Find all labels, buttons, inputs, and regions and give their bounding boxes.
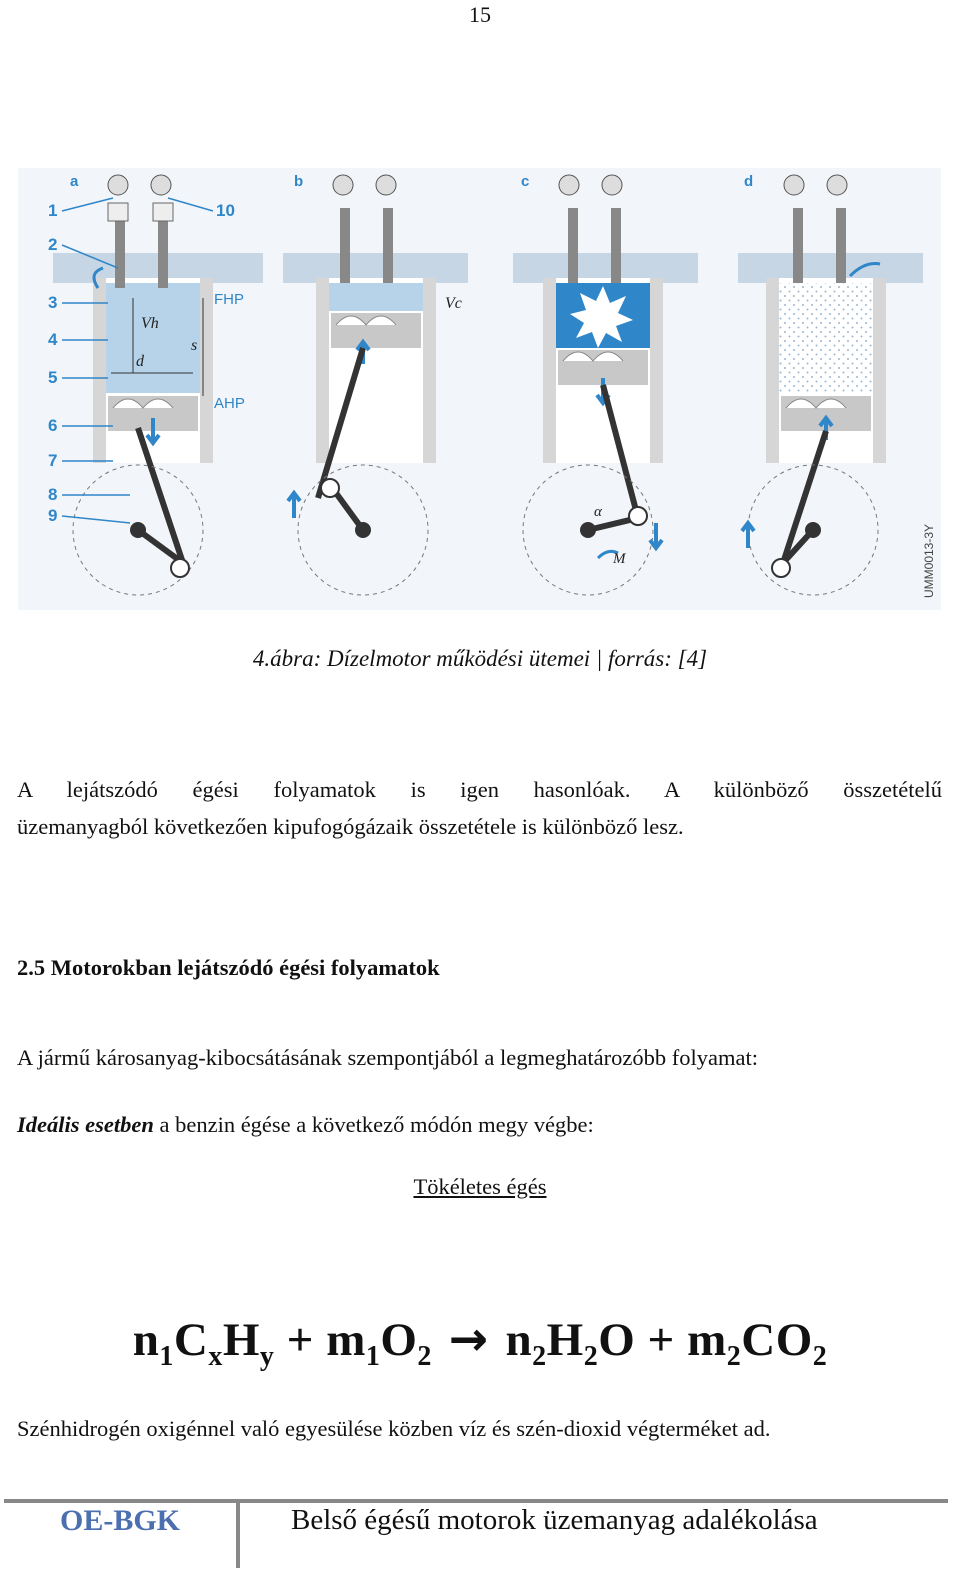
figure-caption: 4.ábra: Dízelmotor működési ütemei | forrás: [4] (252, 646, 708, 671)
subheading-text: Tökéletes égés (413, 1174, 547, 1199)
paragraph-3 (17, 1107, 942, 1143)
callout-10: 10 (216, 201, 235, 220)
vc-label: Vc (445, 295, 462, 312)
paragraph-3-emphasis: Ideális esetben (17, 1112, 154, 1137)
callout-5: 5 (48, 368, 58, 387)
paragraph-1-line-1: A lejátszódó égési folyamatok is igen hasonlóak. A különböző összetételű (17, 777, 942, 802)
panel-c-label: c (521, 173, 530, 190)
ahp-label: AHP (214, 395, 245, 412)
footer-title: Belső égésű motorok üzemanyag adalékolása (291, 1504, 818, 1536)
fhp-label: FHP (214, 291, 244, 308)
alpha-label: α (594, 504, 602, 520)
paragraph-2: A jármű károsanyag-kibocsátásának szempontjából a legmeghatározóbb folyamat: (17, 1045, 758, 1070)
paragraph-1-line-2: üzemanyagból következően kipufogógázaik összetétele is különböző lesz. (17, 814, 684, 839)
callout-4: 4 (48, 330, 58, 349)
subheading (0, 1174, 960, 1200)
page-number: 15 (469, 2, 491, 27)
s-label: s (191, 337, 198, 354)
footer-institution: OE-BGK (60, 1504, 181, 1537)
callout-7: 7 (48, 451, 58, 470)
callout-9: 9 (48, 506, 58, 525)
arrow-icon: → (431, 1312, 506, 1367)
vh-label: Vh (141, 315, 159, 332)
d-label: d (136, 353, 144, 370)
panel-d-label: d (744, 173, 754, 190)
conclusion-text: Szénhidrogén oxigénnel való egyesülése közben víz és szén-dioxid végterméket ad. (17, 1416, 771, 1441)
paragraph-3-text: a benzin égése a következő módón megy végbe: (153, 1112, 594, 1137)
callout-6: 6 (48, 416, 58, 435)
callout-2: 2 (48, 235, 58, 254)
callout-1: 1 (48, 201, 58, 220)
footer-divider (4, 1499, 948, 1503)
footer-separator (236, 1502, 240, 1568)
figure-watermark: UMM0013-3Y (922, 523, 936, 598)
callout-8: 8 (48, 485, 58, 504)
section-heading: 2.5 Motorokban lejátszódó égési folyamatok (17, 955, 440, 980)
combustion-equation: $n_1C_xH_y + m_1O_2 \to n_2H_2O + m_2CO_2$ (132, 1312, 828, 1372)
callout-3: 3 (48, 293, 58, 312)
engine-stroke-figure (18, 168, 941, 610)
m-label: M (613, 551, 626, 567)
panel-b-label: b (294, 173, 304, 190)
panel-a-label: a (70, 173, 79, 190)
